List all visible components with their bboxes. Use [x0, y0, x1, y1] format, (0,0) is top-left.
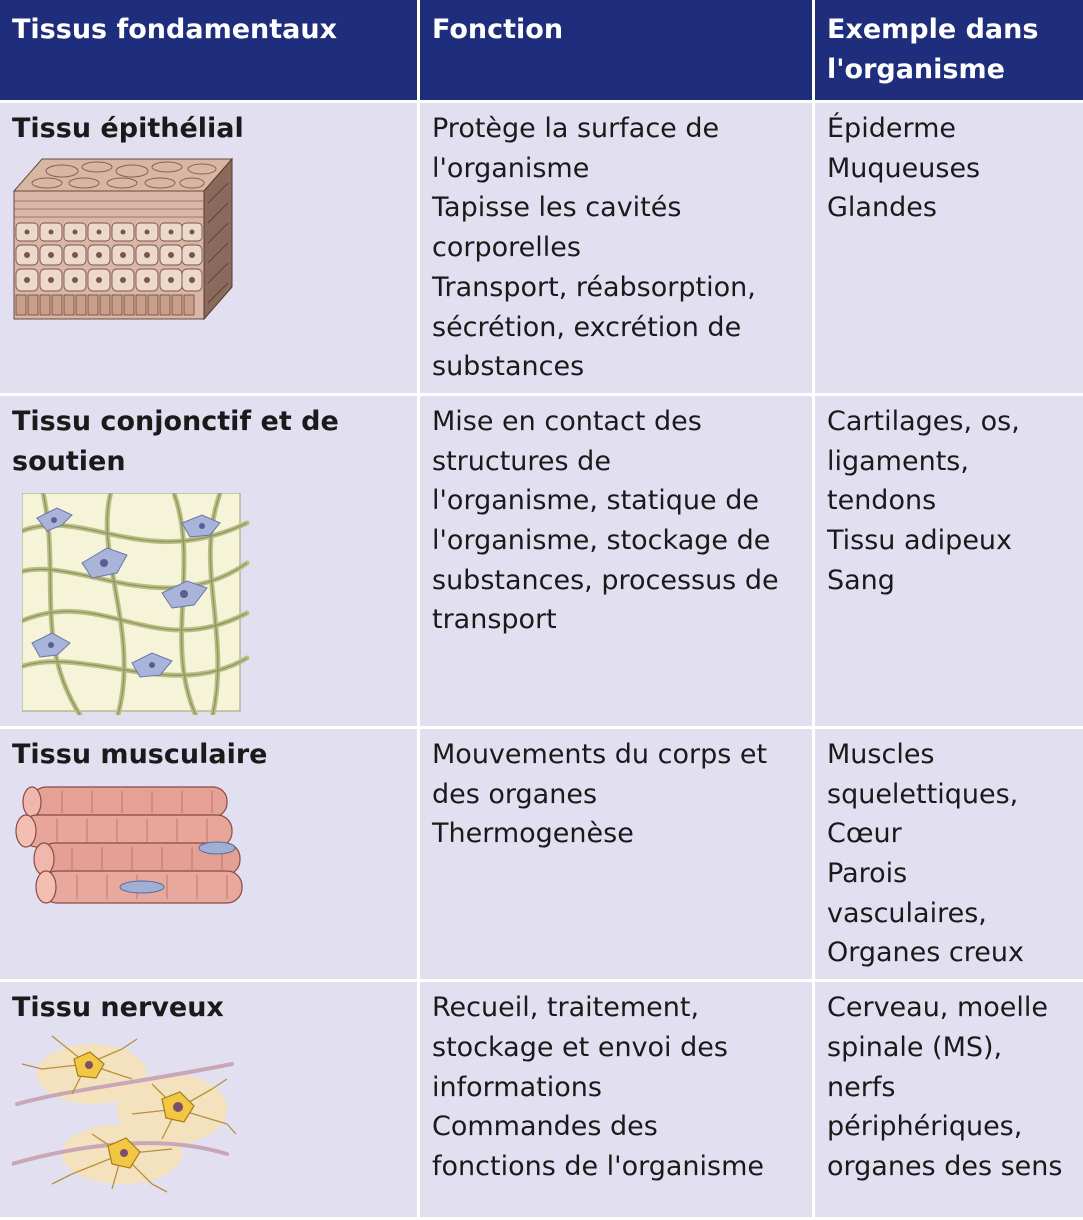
function-cell: Mouvements du corps et des organes Thermogenèse [420, 729, 812, 979]
function-cell: Recueil, traitement, stockage et envoi des informations Commandes des fonctions de l'organisme [420, 982, 812, 1217]
nerve-tissue-illustration [12, 1034, 237, 1194]
tissue-cell: Tissu musculaire [0, 729, 417, 979]
tissue-name: Tissu épithélial [12, 113, 244, 144]
table-row-muscle [0, 729, 1083, 979]
tissue-cell: Tissu conjonctif et de soutien [0, 396, 417, 726]
table-row-connective [0, 396, 1083, 726]
example-cell: Cartilages, os, ligaments, tendons Tissu adipeux Sang [815, 396, 1083, 726]
header-function: Fonction [420, 0, 812, 100]
muscle-tissue-illustration [12, 783, 247, 908]
header-tissue: Tissus fondamentaux [0, 0, 417, 100]
table-row-epithelial [0, 103, 1083, 393]
example-cell: Épiderme Muqueuses Glandes [815, 103, 1083, 393]
epithelial-tissue-illustration [12, 153, 242, 328]
function-cell: Protège la surface de l'organisme Tapisse les cavités corporelles Transport, réabsorption, sécrétion, excrétion de substances [420, 103, 812, 393]
table-row-nerve [0, 982, 1083, 1217]
example-cell: Muscles squelettiques, Cœur Parois vasculaires, Organes creux [815, 729, 1083, 979]
header-row [0, 0, 1083, 100]
function-cell: Mise en contact des structures de l'organisme, statique de l'organisme, stockage de substances, processus de transport [420, 396, 812, 726]
example-cell: Cerveau, moelle spinale (MS), nerfs périphériques, organes des sens [815, 982, 1083, 1217]
connective-tissue-illustration [22, 493, 254, 715]
header-example: Exemple dans l'organisme [815, 0, 1083, 100]
tissue-cell: Tissu nerveux [0, 982, 417, 1217]
tissue-cell [0, 103, 417, 393]
